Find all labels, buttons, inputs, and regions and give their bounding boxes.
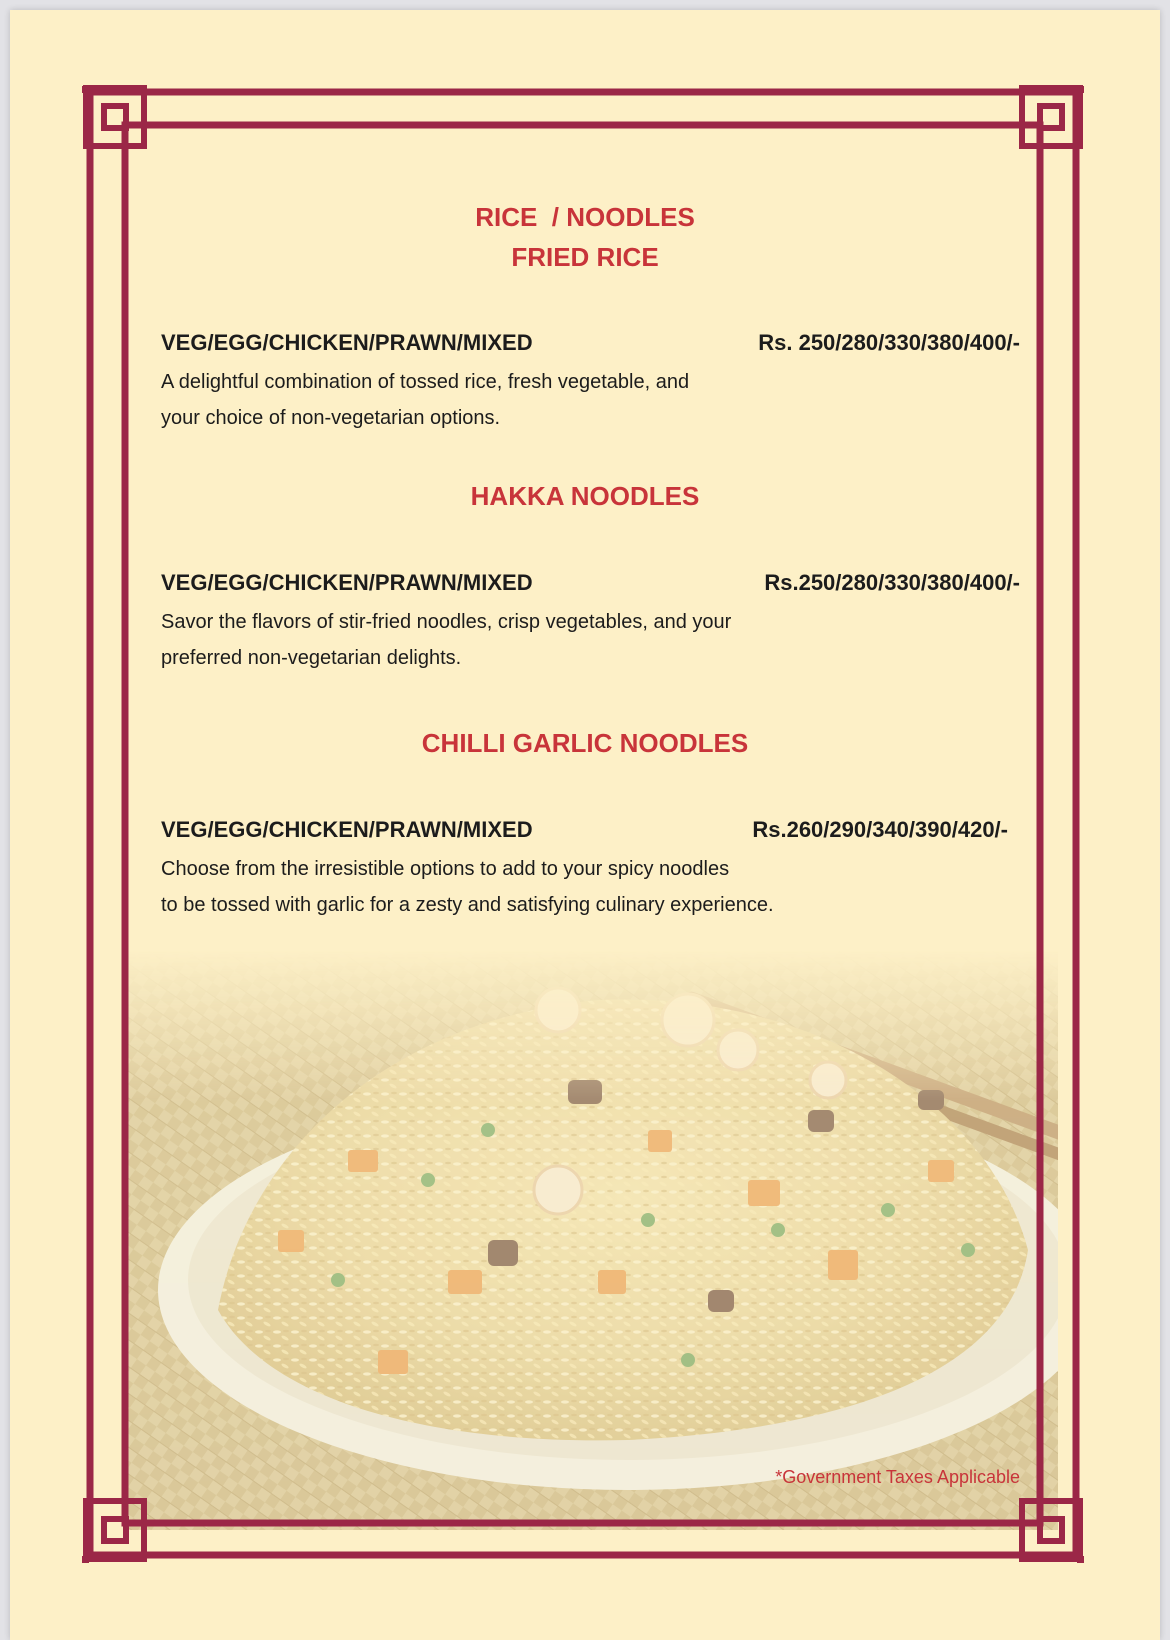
menu-page [10,10,1160,1640]
hakka-noodles-options: VEG/EGG/CHICKEN/PRAWN/MIXED [161,570,533,595]
fried-rice-heading: FRIED RICE [511,242,659,272]
fried-rice-price: Rs. 250/280/330/380/400/- [758,330,1020,355]
hakka-noodles-heading: HAKKA NOODLES [470,481,700,511]
hakka-noodles-price: Rs.250/280/330/380/400/- [764,570,1020,595]
chilli-garlic-noodles-description [161,851,981,923]
hakka-noodles-description-line: Savor the flavors of stir-fried noodles, crisp vegetables, and your [161,611,732,633]
fried-rice-description-line: your choice of non-vegetarian options. [161,407,501,429]
chilli-garlic-noodles-description-line: Choose from the irresistible options to add to your spicy noodles [161,858,730,880]
chilli-garlic-noodles-options: VEG/EGG/CHICKEN/PRAWN/MIXED [161,817,533,842]
fried-rice-photo [128,950,1058,1530]
fried-rice-options: VEG/EGG/CHICKEN/PRAWN/MIXED [161,330,533,355]
fried-rice-description-line: A delightful combination of tossed rice, fresh vegetable, and [161,371,690,393]
hakka-noodles-description-line: preferred non-vegetarian delights. [161,647,462,669]
chilli-garlic-noodles-heading: CHILLI GARLIC NOODLES [421,728,749,758]
section-title: RICE / NOODLES [475,202,695,232]
hakka-noodles-description [161,604,981,676]
chilli-garlic-noodles-description-line: to be tossed with garlic for a zesty and satisfying culinary experience. [161,894,774,916]
tax-note: *Government Taxes Applicable [775,1467,1020,1487]
fried-rice-description [161,364,981,436]
chilli-garlic-noodles-price: Rs.260/290/340/390/420/- [752,817,1008,842]
